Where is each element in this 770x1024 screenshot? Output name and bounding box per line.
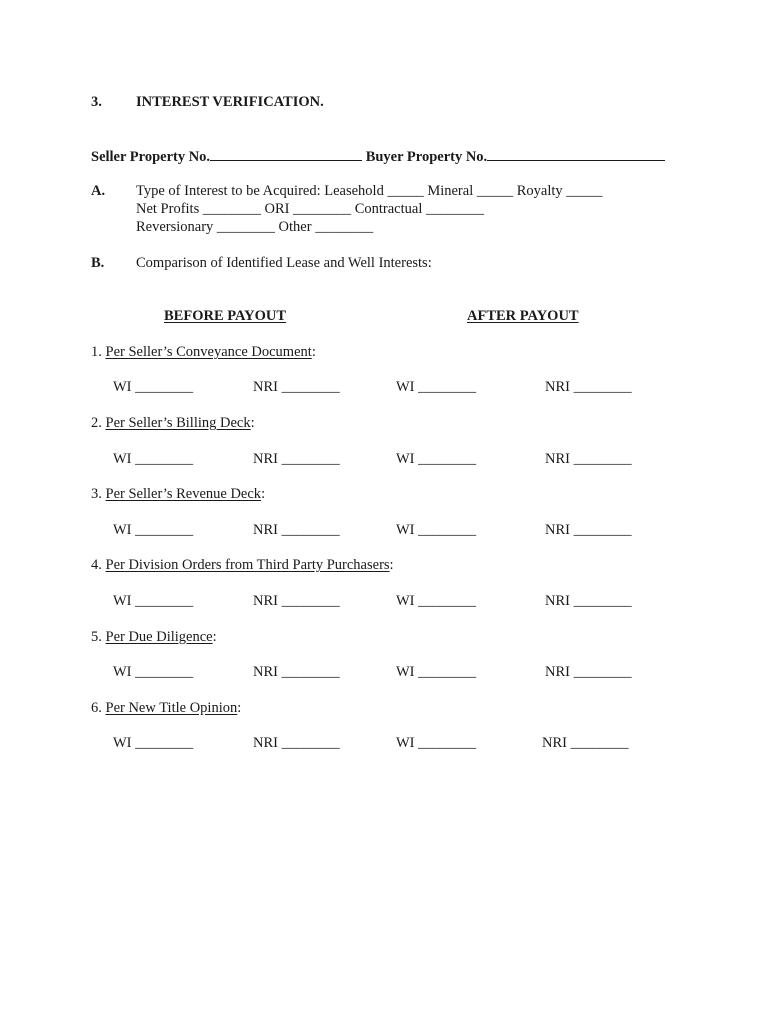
seller-property-input[interactable] (210, 147, 362, 161)
row-label: 1. Per Seller’s Conveyance Document: (91, 344, 316, 360)
nri-before-field[interactable]: NRI ________ (253, 451, 340, 467)
part-a-line-1: Type of Interest to be Acquired: Leasehold _____ Mineral _____ Royalty _____ (136, 183, 603, 199)
nri-after-field[interactable]: NRI ________ (542, 735, 629, 751)
nri-before-field[interactable]: NRI ________ (253, 522, 340, 538)
row-label: 3. Per Seller’s Revenue Deck: (91, 486, 266, 502)
nri-before-field[interactable]: NRI ________ (253, 593, 340, 609)
row-label: 2. Per Seller’s Billing Deck: (91, 415, 255, 431)
part-b-letter: B. (91, 255, 105, 271)
nri-after-field[interactable]: NRI ________ (545, 451, 632, 467)
wi-after-field[interactable]: WI ________ (396, 735, 477, 751)
wi-after-field[interactable]: WI ________ (396, 451, 477, 467)
wi-before-field[interactable]: WI ________ (113, 593, 194, 609)
wi-before-field[interactable]: WI ________ (113, 735, 194, 751)
row-label: 4. Per Division Orders from Third Party Purchasers: (91, 557, 394, 573)
seller-property-field (91, 147, 665, 166)
wi-after-field[interactable]: WI ________ (396, 379, 477, 395)
part-a-line-3: Reversionary ________ Other ________ (136, 219, 374, 235)
section-number: 3. (91, 94, 102, 110)
section-title: INTEREST VERIFICATION. (136, 94, 324, 110)
nri-before-field[interactable]: NRI ________ (253, 379, 340, 395)
nri-after-field[interactable]: NRI ________ (545, 664, 632, 680)
nri-before-field[interactable]: NRI ________ (253, 735, 340, 751)
nri-after-field[interactable]: NRI ________ (545, 379, 632, 395)
row-label: 5. Per Due Diligence: (91, 629, 217, 645)
wi-before-field[interactable]: WI ________ (113, 451, 194, 467)
buyer-property-input[interactable] (487, 147, 665, 161)
wi-before-field[interactable]: WI ________ (113, 379, 194, 395)
before-payout-header: BEFORE PAYOUT (164, 308, 287, 324)
buyer-property-label: Buyer Property No. (365, 149, 488, 165)
nri-before-field[interactable]: NRI ________ (253, 664, 340, 680)
part-a-line-2: Net Profits ________ ORI ________ Contractual ________ (136, 201, 484, 217)
wi-after-field[interactable]: WI ________ (396, 593, 477, 609)
nri-after-field[interactable]: NRI ________ (545, 522, 632, 538)
part-a-letter: A. (91, 183, 106, 199)
wi-after-field[interactable]: WI ________ (396, 522, 477, 538)
part-b-text: Comparison of Identified Lease and Well Interests: (136, 255, 432, 271)
row-label: 6. Per New Title Opinion: (91, 700, 242, 716)
wi-after-field[interactable]: WI ________ (396, 664, 477, 680)
wi-before-field[interactable]: WI ________ (113, 522, 194, 538)
seller-property-label: Seller Property No. (91, 149, 211, 165)
nri-after-field[interactable]: NRI ________ (545, 593, 632, 609)
wi-before-field[interactable]: WI ________ (113, 664, 194, 680)
after-payout-header: AFTER PAYOUT (467, 308, 579, 324)
